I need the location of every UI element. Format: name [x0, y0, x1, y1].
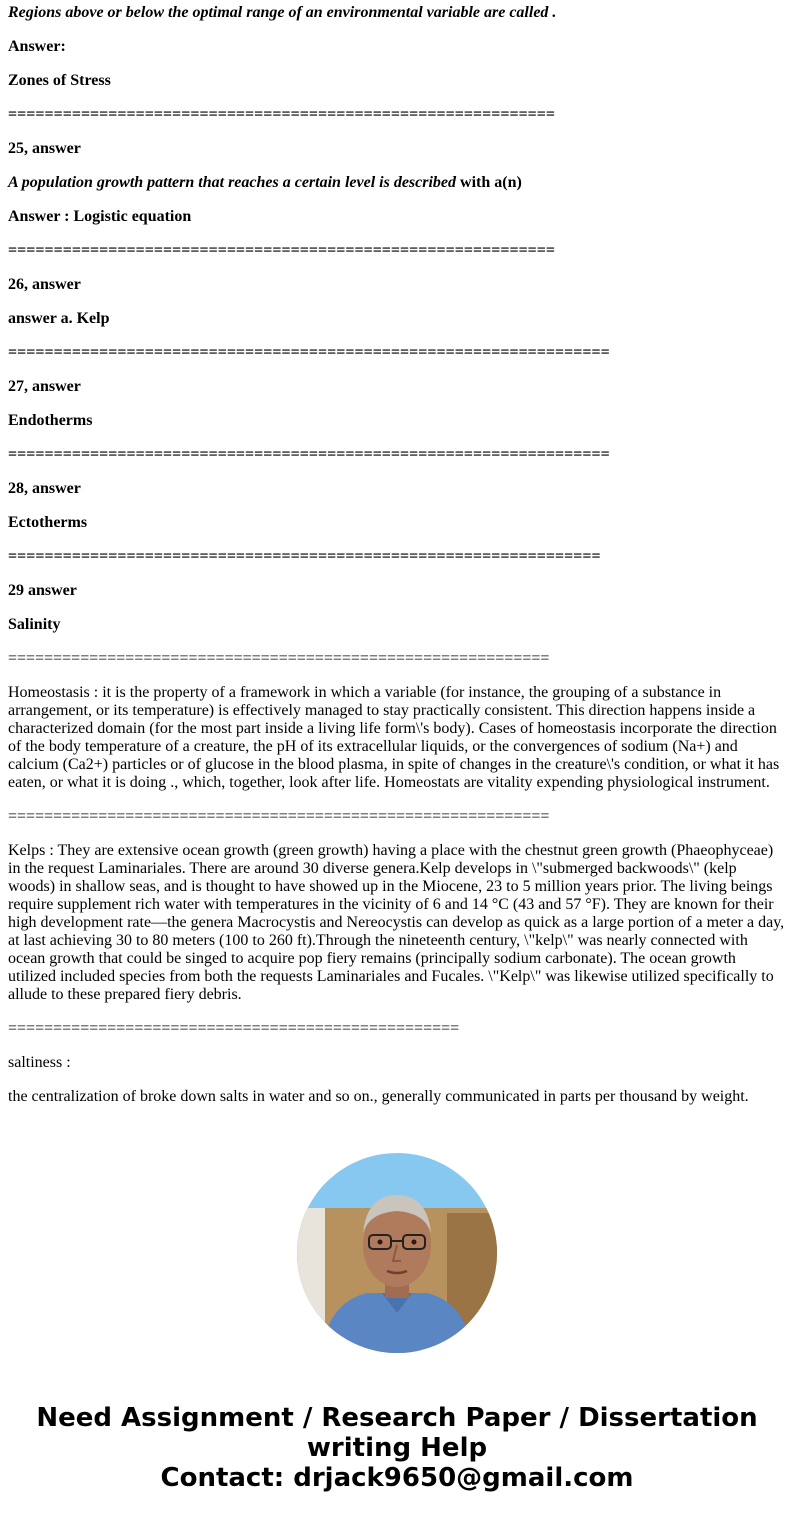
- q26-heading: 26, answer: [8, 276, 81, 293]
- promo-banner: [0, 1403, 794, 1493]
- author-photo: [297, 1153, 497, 1353]
- saltiness-paragraph: the centralization of broke down salts in water and so on., generally communicated in parts per thousand by weight.: [8, 1088, 749, 1105]
- photo-eye-right: [412, 1240, 417, 1245]
- homeostasis-paragraph: Homeostasis : it is the property of a framework in which a variable (for instance, the grouping of a substance in arrangement, or its temperature) is effectively managed to stay practically consistent. This direction happens inside a characterized domain (for the most part inside a living life form\'s body). Cases of homeostasis incorporate the direction of the body temperature of a creature, the pH of its extracellular liquids, or the convergences of sodium (Na+) and calcium (Ca2+) particles or of glucose in the blood plasma, in spite of changes in the creature\'s condition, or what it has eaten, or what it is doing ., which, together, look after life. Homeostats are vitality expending physiological instrument.: [8, 684, 780, 791]
- q29-heading: 29 answer: [8, 582, 77, 599]
- intro-question: Regions above or below the optimal range of an environmental variable are called .: [8, 4, 557, 21]
- q25-question-tail: with a(n): [456, 174, 522, 191]
- intro-answer: Zones of Stress: [8, 72, 111, 89]
- q27-heading: 27, answer: [8, 378, 81, 395]
- q29-answer: Salinity: [8, 616, 61, 633]
- separator-5: =================================================================: [8, 548, 601, 565]
- promo-line-1: Need Assignment / Research Paper / Dissertation writing Help: [36, 1403, 758, 1463]
- separator-2: ============================================================: [8, 242, 556, 259]
- separator-7: ============================================================: [8, 808, 550, 825]
- photo-left-panel: [297, 1208, 325, 1353]
- q25-heading: 25, answer: [8, 140, 81, 157]
- kelps-paragraph: Kelps : They are extensive ocean growth (green growth) having a place with the chestnut green growth (Phaeophyceae) in the request Laminariales. There are around 30 diverse genera.Kelp develops in \"submerged backwoods\" (kelp woods) in shallow seas, and is thought to have showed up in the Miocene, 23 to 5 million years prior. The living beings require supplement rich water with temperatures in the vicinity of 6 and 14 °C (43 and 57 °F). They are known for their high development rate—the genera Macrocystis and Nereocystis can develop as quick as a large portion of a meter a day, at last achieving 30 to 80 meters (100 to 260 ft).Through the nineteenth century, \"kelp\" was nearly connected with ocean growth that could be singed to acquire pop fiery remains (principally sodium carbonate). The ocean growth utilized included species from both the requests Laminariales and Fucales. \"Kelp\" was likewise utilized specifically to allude to these prepared fiery debris.: [8, 842, 785, 1003]
- separator-8: ==================================================: [8, 1020, 460, 1037]
- separator-1: ============================================================: [8, 106, 556, 123]
- q27-answer: Endotherms: [8, 412, 93, 429]
- q26-answer: answer a. Kelp: [8, 310, 110, 327]
- q28-heading: 28, answer: [8, 480, 81, 497]
- promo-contact: Contact: drjack9650@gmail.com: [160, 1463, 634, 1493]
- q28-answer: Ectotherms: [8, 514, 88, 531]
- intro-answer-label: Answer:: [8, 38, 66, 55]
- author-portrait-illustration: [297, 1153, 497, 1353]
- separator-3: ==================================================================: [8, 344, 610, 361]
- separator-6: ============================================================: [8, 650, 550, 667]
- photo-eye-left: [378, 1240, 383, 1245]
- q25-question: [8, 174, 786, 192]
- q25-answer: Answer : Logistic equation: [8, 208, 192, 225]
- saltiness-label: saltiness :: [8, 1054, 71, 1071]
- separator-4: ==================================================================: [8, 446, 610, 463]
- q25-question-italic: A population growth pattern that reaches a certain level is described: [8, 174, 457, 191]
